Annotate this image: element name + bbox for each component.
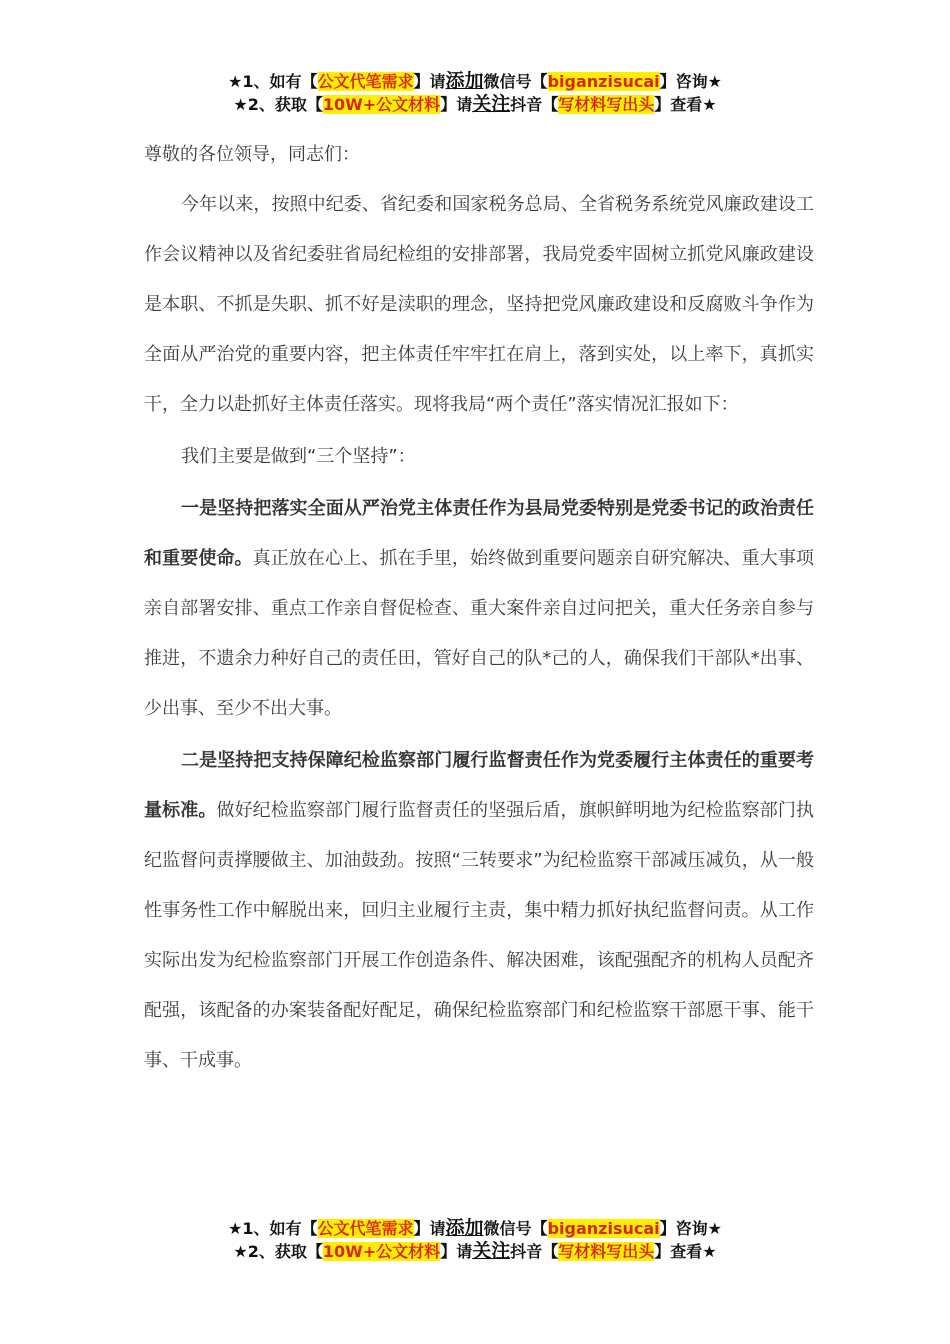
- paragraph-intro: 今年以来，按照中纪委、省纪委和国家税务总局、全省税务系统党风廉政建设工作会议精神以及省纪委驻省局纪检组的安排部署，我局党委牢固树立抓党风廉政建设是本职、不抓是失职、抓不好是渎职的理念，坚持把党风廉政建设和反腐败斗争作为全面从严治党的重要内容，把主体责任牢牢扛在肩上，落到实处，以上率下，真抓实干，全力以赴抓好主体责任落实。现将我局“两个责任”落实情况汇报如下：: [144, 194, 814, 415]
- banner-text: 】请: [413, 1219, 446, 1238]
- banner-text: 】请: [440, 1242, 473, 1261]
- banner-text: 】请: [440, 95, 473, 114]
- point-2-heading: 二是坚持把支持保障纪检监察部门履行监督责任作为党委履行主体责任的重要考量标准。: [144, 750, 814, 821]
- banner-text: 】查看★: [654, 95, 717, 114]
- highlight-text: 10W+公文材料: [322, 95, 441, 114]
- banner-text: 】咨询★: [659, 1219, 722, 1238]
- emphasis-text: 关注: [472, 1240, 511, 1262]
- header-banner: [0, 70, 950, 116]
- banner-text: ★1、如有【: [228, 1219, 318, 1238]
- douyin-account: 写材料写出头: [558, 95, 655, 114]
- footer-banner: [0, 1217, 950, 1263]
- highlight-text: 10W+公文材料: [322, 1242, 441, 1261]
- banner-text: 微信号【: [483, 72, 548, 91]
- banner-text: 】咨询★: [659, 72, 722, 91]
- banner-text: 微信号【: [483, 1219, 548, 1238]
- banner-text: 抖音【: [510, 95, 559, 114]
- banner-text: ★2、获取【: [233, 1242, 323, 1261]
- document-body: [144, 130, 814, 1086]
- salutation: 尊敬的各位领导，同志们：: [144, 144, 360, 165]
- paragraph-point-2: [144, 736, 814, 1086]
- banner-text: ★1、如有【: [228, 72, 318, 91]
- banner-text: ★2、获取【: [233, 95, 323, 114]
- douyin-account: 写材料写出头: [558, 1242, 655, 1261]
- emphasis-text: 关注: [472, 93, 511, 115]
- wechat-id: biganzisucai: [547, 1219, 660, 1238]
- emphasis-text: 添加: [445, 1217, 484, 1239]
- banner-line-1: [0, 70, 950, 93]
- paragraph-summary: 我们主要是做到“三个坚持”：: [181, 446, 416, 467]
- banner-text: 】请: [413, 72, 446, 91]
- emphasis-text: 添加: [445, 70, 484, 92]
- point-1-heading: 一是坚持把落实全面从严治党主体责任作为县局党委特别是党委书记的政治责任和重要使命。: [144, 498, 814, 569]
- banner-text: 】查看★: [654, 1242, 717, 1261]
- highlight-text: 公文代笔需求: [317, 72, 414, 91]
- point-1-text: 真正放在心上、抓在手里，始终做到重要问题亲自研究解决、重大事项亲自部署安排、重点工作亲自督促检查、重大案件亲自过问把关，重大任务亲自参与推进，不遗余力种好自己的责任田，管好自己的队*己的人，确保我们干部队*出事、少出事、至少不出大事。: [144, 548, 815, 719]
- wechat-id: biganzisucai: [547, 72, 660, 91]
- banner-line-1: [0, 1217, 950, 1240]
- banner-line-2: [0, 93, 950, 116]
- banner-line-2: [0, 1240, 950, 1263]
- highlight-text: 公文代笔需求: [317, 1219, 414, 1238]
- paragraph-point-1: [144, 484, 814, 734]
- point-2-text: 做好纪检监察部门履行监督责任的坚强后盾，旗帜鲜明地为纪检监察部门执纪监督问责撑腰做主、加油鼓劲。按照“三转要求”为纪检监察干部减压减负，从一般性事务性工作中解脱出来，回归主业履行主责，集中精力抓好执纪监督问责。从工作实际出发为纪检监察部门开展工作创造条件、解决困难，该配强配齐的机构人员配齐配强，该配备的办案装备配好配足，确保纪检监察部门和纪检监察干部愿干事、能干事、干成事。: [144, 800, 815, 1071]
- banner-text: 抖音【: [510, 1242, 559, 1261]
